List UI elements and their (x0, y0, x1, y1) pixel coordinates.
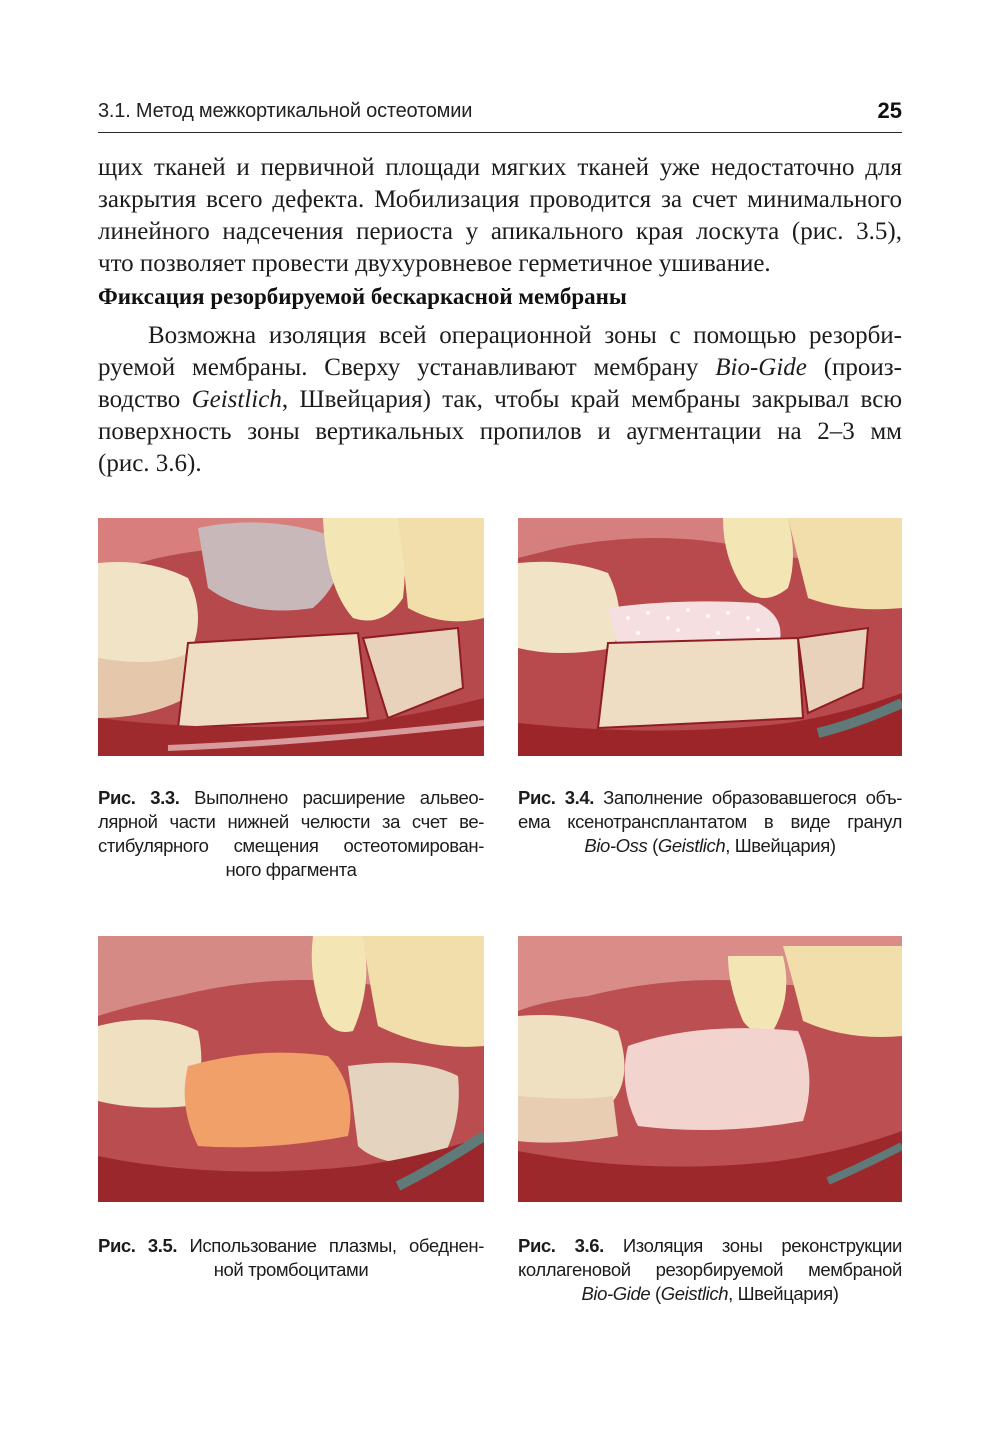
photo-fig-3-3 (98, 518, 484, 756)
photo-fig-3-6 (518, 936, 902, 1202)
figure-label: Рис. 3.3. (98, 787, 180, 808)
paragraph-line: водство Geistlich, Швейцария) так, чтобы край мембраны закрывал всю (98, 386, 902, 413)
paragraph-line: линейного надсечения периоста у апикального края лоскута (рис. 3.5), (98, 218, 902, 245)
caption-fig-3-4: Рис. 3.4. Заполнение образовавшегося объ- ема ксенотрансплантатом в виде гранул Bio-Oss (Geistlich, Швейцария) (518, 787, 902, 856)
photo-fig-3-4 (518, 518, 902, 756)
figure-label: Рис. 3.5. (98, 1235, 178, 1256)
paragraph-line: щих тканей и первичной площади мягких тканей уже недостаточно для (98, 154, 902, 181)
section-paragraph (98, 320, 902, 480)
paragraph-line: закрытия всего дефекта. Мобилизация проводится за счет минимального (98, 186, 902, 213)
running-head (98, 96, 902, 133)
paragraph-line: (рис. 3.6). (98, 450, 202, 477)
caption-fig-3-3: Рис. 3.3. Выполнено расширение альвео- лярной части нижней челюсти за счет ве- стибулярного смещения остеотомирован- ного фрагмента (98, 787, 484, 880)
figure-label: Рис. 3.4. (518, 787, 594, 808)
paragraph-line: что позволяет провести двухуровневое герметичное ушивание. (98, 250, 771, 277)
photo-fig-3-5 (98, 936, 484, 1202)
caption-fig-3-6: Рис. 3.6. Изоляция зоны реконструкции коллагеновой резорбируемой мембраной Bio-Gide (Geistlich, Швейцария) (518, 1235, 902, 1304)
paragraph-line: руемой мембраны. Сверху устанавливают мембрану Bio-Gide (произ- (98, 354, 902, 381)
chapter-title: 3.1. Метод межкортикальной остеотомии (98, 100, 473, 122)
paragraph-line: поверхность зоны вертикальных пропилов и аугментации на 2–3 мм (98, 418, 902, 445)
paragraph-continued (98, 152, 902, 280)
paragraph-line: Возможна изоляция всей операционной зоны с помощью резорби- (148, 322, 902, 349)
caption-fig-3-5: Рис. 3.5. Использование плазмы, обеднен- ной тромбоцитами (98, 1235, 484, 1280)
page-number: 25 (877, 98, 902, 123)
figure-label: Рис. 3.6. (518, 1235, 604, 1256)
section-heading: Фиксация резорбируемой бескаркасной мембраны (98, 284, 627, 309)
